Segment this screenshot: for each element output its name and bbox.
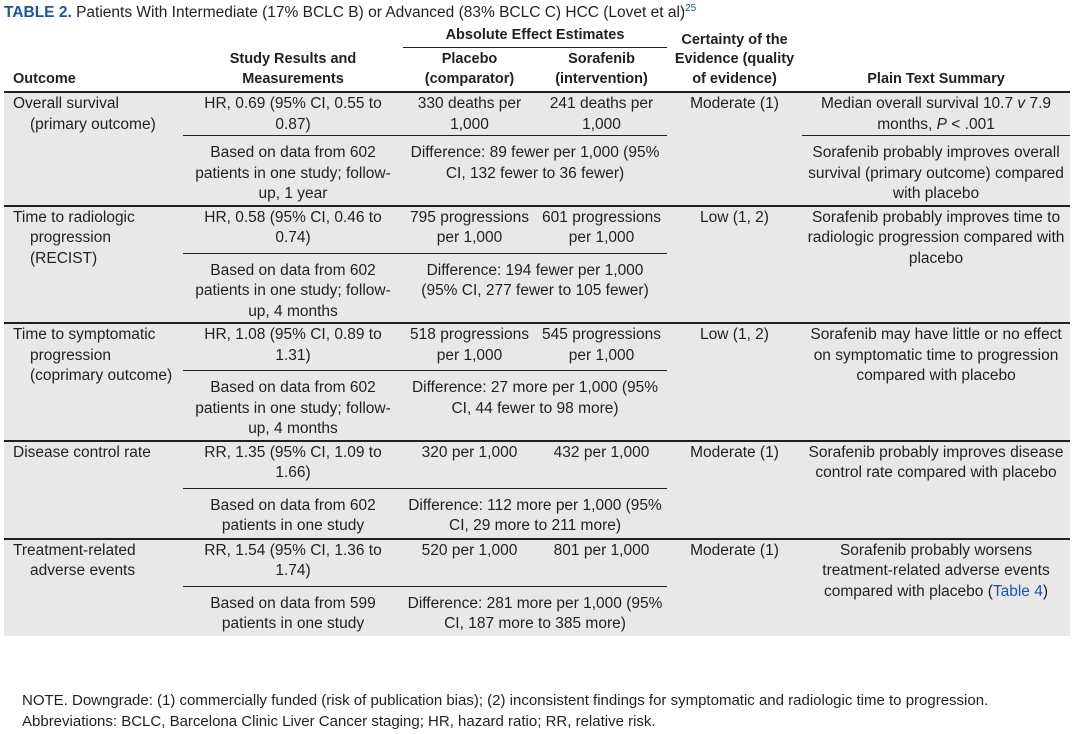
placebo-cell: 520 per 1,000 [403,539,536,587]
based-on-cell: Based on data from 602 patients in one study; follow-up, 4 months [183,253,403,323]
sorafenib-cell: 545 progressions per 1,000 [536,323,667,371]
difference-cell: Difference: 112 more per 1,000 (95% CI, 29 more to 211 more) [403,488,667,539]
certainty-cell: Low (1, 2) [667,206,802,324]
outcome-cell: Overall survival (primary outcome) [4,92,183,206]
table-caption [4,3,696,22]
table-row [4,92,1070,136]
summary-cell: Sorafenib probably improves time to radiologic progression compared with placebo [802,206,1070,324]
outcome-cell: Disease control rate [4,441,183,539]
note-line: NOTE. Downgrade: (1) commercially funded (risk of publication bias); (2) inconsistent findings for symptomatic and radiologic time to progression. [22,692,989,709]
based-on-cell: Based on data from 602 patients in one study [183,488,403,539]
difference-cell: Difference: 27 more per 1,000 (95% CI, 44 fewer to 98 more) [403,371,667,441]
sorafenib-header: Sorafenib (intervention) [536,48,667,93]
table-4-link[interactable]: Table 4 [992,582,1043,600]
sorafenib-cell: 801 per 1,000 [536,539,667,587]
table-row [4,323,1070,371]
summary-cell: Sorafenib probably improves overall survival (primary outcome) compared with placebo [802,136,1070,206]
summary-cell: Sorafenib probably worsens treatment-related adverse events compared with placebo (Table 4) [802,539,1070,636]
based-on-cell: Based on data from 599 patients in one study [183,586,403,636]
outcome-cell: Time to radiologic progression (RECIST) [4,206,183,324]
header-row-group [4,25,1070,48]
based-on-cell: Based on data from 602 patients in one study; follow-up, 1 year [183,136,403,206]
placebo-cell: 795 progressions per 1,000 [403,206,536,254]
hr-cell: HR, 0.69 (95% CI, 0.55 to 0.87) [183,92,403,136]
certainty-cell: Moderate (1) [667,539,802,636]
sorafenib-cell: 601 progressions per 1,000 [536,206,667,254]
table-row [4,539,1070,587]
table-label: TABLE 2. [4,4,72,22]
table-title: Patients With Intermediate (17% BCLC B) or Advanced (83% BCLC C) HCC (Lovet et al) [76,4,686,22]
evidence-table [4,25,1070,636]
certainty-cell: Moderate (1) [667,92,802,206]
outcome-header: Outcome [4,48,183,93]
sorafenib-cell: 241 deaths per 1,000 [536,92,667,136]
reference-link[interactable]: 25 [685,3,697,14]
certainty-cell: Low (1, 2) [667,323,802,441]
table-row [4,206,1070,254]
based-on-cell: Based on data from 602 patients in one study; follow-up, 4 months [183,371,403,441]
certainty-header: Certainty of the Evidence (quality of evidence) [667,25,802,92]
header-row [4,48,1070,93]
hr-cell: RR, 1.54 (95% CI, 1.36 to 1.74) [183,539,403,587]
outcome-cell: Time to symptomatic progression (coprimary outcome) [4,323,183,441]
certainty-cell: Moderate (1) [667,441,802,539]
table-footnote [22,690,988,732]
placebo-cell: 330 deaths per 1,000 [403,92,536,136]
outcome-cell: Treatment-related adverse events [4,539,183,636]
hr-cell: HR, 0.58 (95% CI, 0.46 to 0.74) [183,206,403,254]
abbreviations-line: Abbreviations: BCLC, Barcelona Clinic Liver Cancer staging; HR, hazard ratio; RR, relative risk. [22,713,656,730]
summary-header: Plain Text Summary [802,48,1070,93]
hr-cell: RR, 1.35 (95% CI, 1.09 to 1.66) [183,441,403,489]
placebo-cell: 320 per 1,000 [403,441,536,489]
summary-cell: Median overall survival 10.7 v 7.9 months, P < .001 [802,92,1070,136]
absolute-effect-header: Absolute Effect Estimates [403,25,667,48]
table-row [4,441,1070,489]
summary-cell: Sorafenib probably improves disease control rate compared with placebo [802,441,1070,539]
hr-cell: HR, 1.08 (95% CI, 0.89 to 1.31) [183,323,403,371]
placebo-cell: 518 progressions per 1,000 [403,323,536,371]
difference-cell: Difference: 194 fewer per 1,000 (95% CI, 277 fewer to 105 fewer) [403,253,667,323]
difference-cell: Difference: 281 more per 1,000 (95% CI, 187 more to 385 more) [403,586,667,636]
study-results-header: Study Results and Measurements [183,48,403,93]
difference-cell: Difference: 89 fewer per 1,000 (95% CI, 132 fewer to 36 fewer) [403,136,667,206]
summary-cell: Sorafenib may have little or no effect on symptomatic time to progression compared with placebo [802,323,1070,441]
sorafenib-cell: 432 per 1,000 [536,441,667,489]
placebo-header: Placebo (comparator) [403,48,536,93]
